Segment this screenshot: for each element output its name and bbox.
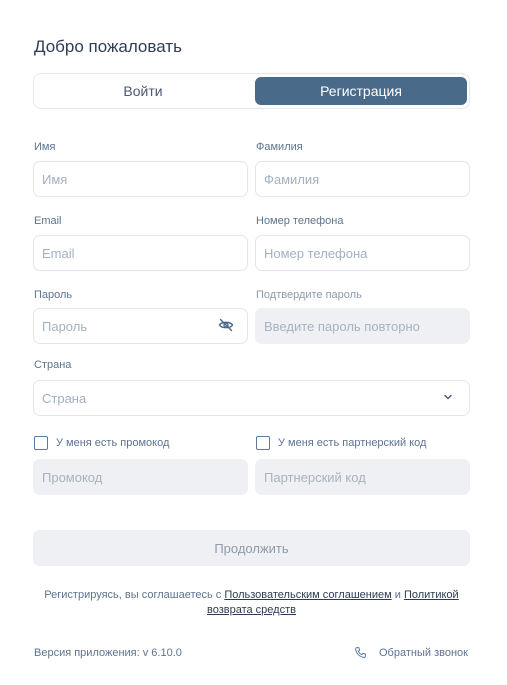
country-select-value: Страна [42,391,87,406]
last-name-label: Фамилия [256,141,303,153]
chevron-down-icon[interactable] [442,391,454,403]
terms-and: и [391,589,404,601]
page-title: Добро пожаловать [34,37,182,56]
country-select[interactable] [33,380,470,416]
app-version: Версия приложения: v 6.10.0 [34,647,182,659]
promo-checkbox-label: У меня есть промокод [56,437,170,449]
promo-input[interactable] [33,459,248,495]
phone-label: Номер телефона [256,215,344,227]
auth-tabs [33,73,470,109]
password-label: Пароль [34,289,73,301]
password-input[interactable] [33,308,248,344]
last-name-input[interactable] [255,161,470,197]
phone-icon [354,646,367,659]
tab-login[interactable]: Войти [123,83,163,99]
refund-policy-link[interactable]: Политикой возврата средств [207,589,459,616]
eye-off-icon[interactable] [218,317,234,333]
terms-prefix: Регистрируясь, вы соглашаетесь с [44,589,225,601]
email-label: Email [34,215,62,227]
continue-button[interactable]: Продолжить [33,530,470,566]
tab-register[interactable]: Регистрация [255,77,467,105]
promo-checkbox[interactable] [34,436,48,450]
confirm-password-label: Подтвердите пароль [256,289,362,301]
first-name-input[interactable] [33,161,248,197]
partner-checkbox-label: У меня есть партнерский код [278,437,427,449]
country-label: Страна [34,359,72,371]
user-agreement-link[interactable]: Пользовательским соглашением [224,589,392,601]
callback-button[interactable] [354,646,468,659]
first-name-label: Имя [34,141,56,153]
callback-label: Обратный звонок [379,646,468,659]
email-input[interactable] [33,235,248,271]
partner-checkbox[interactable] [256,436,270,450]
confirm-password-input[interactable] [255,308,470,344]
terms-text [33,588,470,618]
partner-code-input[interactable] [255,459,470,495]
phone-input[interactable] [255,235,470,271]
